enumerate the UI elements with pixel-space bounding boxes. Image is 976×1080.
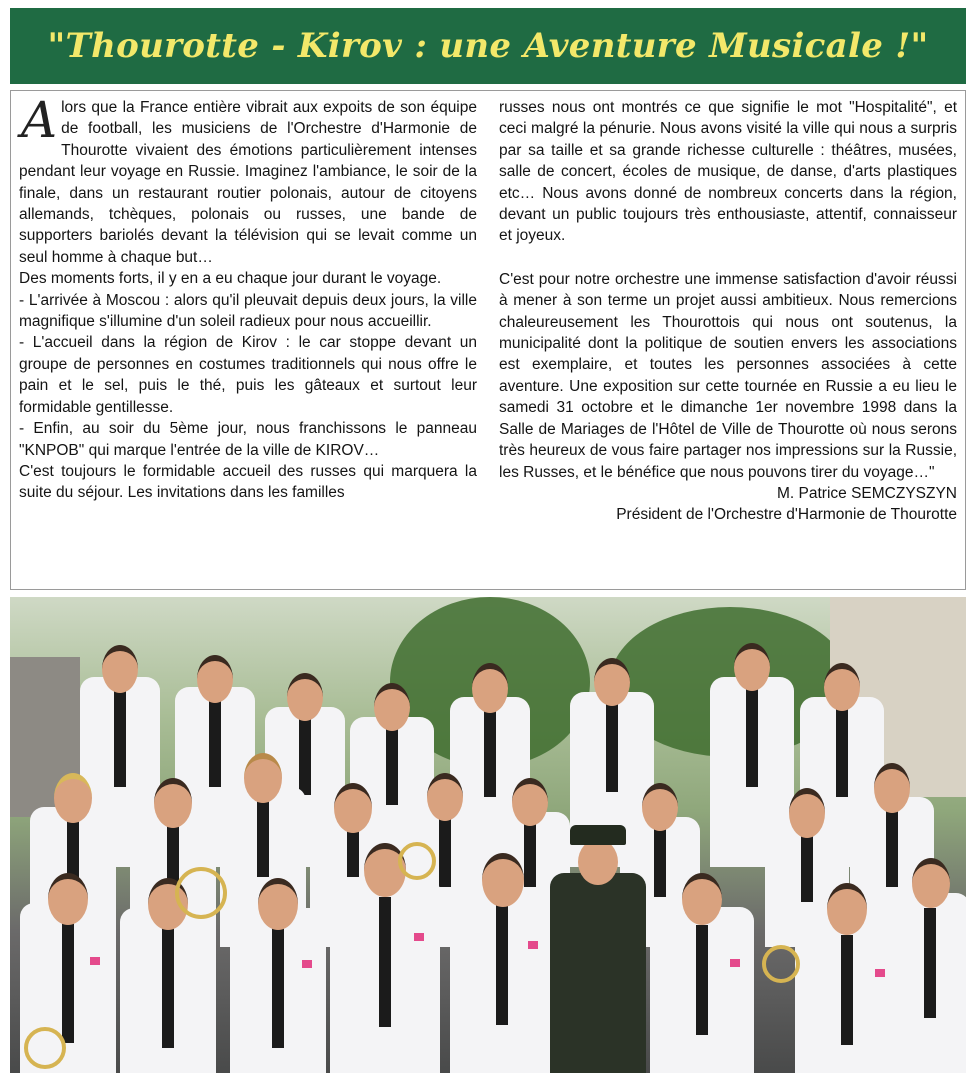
article-body: [10, 90, 966, 590]
paragraph-moscow: - L'arrivée à Moscou : alors qu'il pleuvait depuis deux jours, la ville magnifique s'illumine d'un soleil radieux pour nous accueillir.: [19, 291, 477, 331]
paragraph-intro: Alors que la France entière vibrait aux expoits de son équipe de football, les musiciens de l'Orchestre d'Harmonie de Thourotte vivaient des émotions particulièrement intenses pendant leur voyage en Russie. Imaginez l'ambiance, le soir de la finale, dans un restaurant routier polonais, autour de citoyens allemands, tchèques, polonais ou russes, une bande de supporters bariolés devant la télévision qui se levait comme un seul homme à chaque but…: [19, 91, 477, 266]
paragraph-moments: Des moments forts, il y en a eu chaque jour durant le voyage.: [19, 270, 442, 288]
article-column-left: [19, 91, 477, 504]
musician: [650, 867, 754, 1073]
article-title: "Thourotte - Kirov : une Aventure Musicale !": [47, 26, 929, 66]
musician: [795, 877, 899, 1073]
french-horn-icon: [398, 842, 436, 880]
paragraph-gap: [499, 247, 957, 269]
signature-role: Président de l'Orchestre d'Harmonie de Thourotte: [616, 506, 957, 524]
title-banner: [10, 8, 966, 84]
saxophone-icon: [762, 945, 800, 983]
officer-in-uniform: [550, 825, 646, 1073]
musician: [450, 847, 554, 1073]
musician: [890, 852, 966, 1073]
signature-name: M. Patrice SEMCZYSZYN: [777, 484, 957, 502]
paragraph-kirov-region: - L'accueil dans la région de Kirov : le car stoppe devant un groupe de personnes en costumes traditionnels qui nous offre le pain et le sel, puis le thé, puis les gâteaux et surtout leur formidable gentillesse.: [19, 334, 477, 416]
paragraph-hospitality: russes nous ont montrés ce que signifie le mot "Hospitalité", et ceci malgré la pénurie. Nous avons visité la ville qui nous a surpris par sa taille et sa grande richesse culturelle : théâtres, musées, salle de concert, écoles de musique, de danse, d'arts plastiques etc… Nous avons donné de nombreux concerts dans la région, devant un public toujours très enthousiaste, attentif, connaisseur et joyeux.: [499, 99, 957, 245]
article-column-right: [499, 97, 957, 526]
drop-cap: A: [21, 91, 58, 149]
orchestra-group-photo: [10, 597, 966, 1073]
french-horn-icon: [175, 867, 227, 919]
paragraph-welcome: C'est toujours le formidable accueil des russes qui marquera la suite du séjour. Les invitations dans les familles: [19, 462, 477, 502]
paragraph-kirov-city: - Enfin, au soir du 5ème jour, nous franchissons le panneau "KNPOB" qui marque l'entrée de la ville de KIROV…: [19, 420, 477, 459]
paragraph-thanks: C'est pour notre orchestre une immense satisfaction d'avoir réussi à mener à son terme un projet aussi ambitieux. Nous remercions chaleureusement les Thourottois qui nous ont soutenus, la municipalité dont la politique de soutien envers les associations est exemplaire, et toutes les personnes associées à cette aventure. Une exposition sur cette tournée en Russie a eu lieu le samedi 31 octobre et le dimanche 1er novembre 1998 dans la Salle de Mariages de l'Hôtel de Ville de Thourotte où nous serons très heureux de vous faire partager nos impressions sur la Russie, les Russes, et le bénéfice que nous pouvons tirer du voyage…": [499, 270, 957, 481]
saxophone-icon: [24, 1027, 66, 1069]
musician: [230, 872, 326, 1073]
